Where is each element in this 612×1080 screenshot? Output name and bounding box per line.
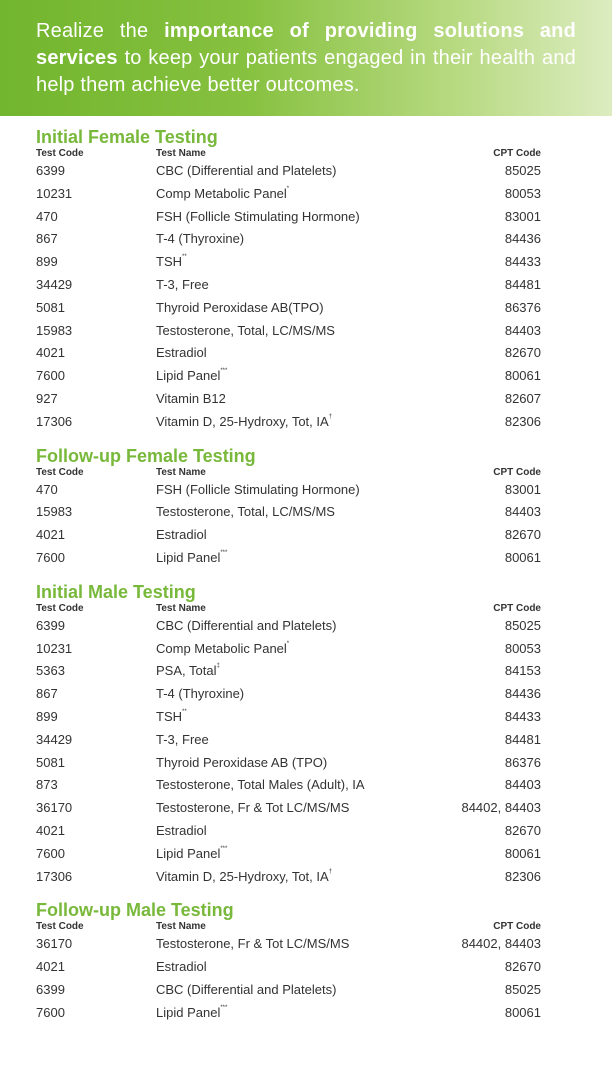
table-row (36, 638, 541, 661)
cpt-code: 84481 (504, 731, 541, 747)
test-section (36, 582, 541, 889)
footnote-marker: *** (220, 1004, 228, 1011)
table-row (36, 729, 541, 752)
test-name: PSA, Total (156, 663, 217, 679)
test-name: FSH (Follicle Stimulating Hormone) (156, 208, 360, 224)
test-code: 867 (36, 231, 58, 247)
table-row (36, 1002, 541, 1025)
cpt-code: 84433 (504, 254, 541, 270)
cpt-code: 82306 (504, 413, 541, 429)
test-name: Thyroid Peroxidase AB(TPO) (156, 299, 324, 315)
cpt-code: 84433 (504, 708, 541, 724)
test-name-cell (156, 843, 381, 866)
test-code: 899 (36, 708, 58, 724)
test-name-cell (156, 501, 381, 524)
table-row (36, 797, 541, 820)
table-row (36, 774, 541, 797)
test-name-cell (156, 660, 381, 683)
test-name-cell (156, 979, 381, 1002)
test-name: FSH (Follicle Stimulating Hormone) (156, 481, 360, 497)
test-name-cell (156, 683, 381, 706)
test-name: CBC (Differential and Platelets) (156, 163, 337, 178)
cpt-code: 84153 (504, 663, 541, 679)
table-row (36, 228, 541, 251)
cpt-code: 85025 (504, 163, 541, 178)
test-name: Testosterone, Total Males (Adult), IA (156, 777, 365, 793)
footnote-marker: ** (182, 254, 187, 261)
table-row (36, 706, 541, 729)
table-row (36, 251, 541, 274)
test-name-cell (156, 547, 381, 570)
banner-text-part2: to keep your patients engaged in their health and help them achieve better outcomes. (36, 47, 576, 96)
test-name-cell (156, 956, 381, 979)
cpt-code: 84403 (504, 777, 541, 793)
footnote-marker: * (286, 185, 290, 192)
test-name: Vitamin D, 25-Hydroxy, Tot, IA (156, 413, 329, 429)
test-name-cell (156, 615, 381, 638)
section-title: Initial Male Testing (36, 581, 196, 602)
test-name: Testosterone, Total, LC/MS/MS (156, 322, 335, 338)
banner-text (36, 18, 576, 99)
test-code: 4021 (36, 527, 65, 543)
test-code: 6399 (36, 617, 65, 633)
test-code: 17306 (36, 413, 73, 429)
test-name-cell (156, 206, 381, 229)
footnote-marker: † (328, 868, 333, 875)
test-code: 5081 (36, 299, 65, 315)
test-name-cell (156, 774, 381, 797)
test-name-cell (156, 183, 381, 206)
table-row (36, 933, 541, 956)
cpt-code: 84403 (504, 504, 541, 520)
table-row (36, 547, 541, 570)
test-name-cell (156, 411, 381, 434)
banner-text-part1: Realize the (36, 20, 165, 42)
test-code: 6399 (36, 981, 65, 997)
table-row (36, 365, 541, 388)
cpt-code: 82306 (504, 868, 541, 884)
test-name: Vitamin D, 25-Hydroxy, Tot, IA (156, 868, 329, 884)
cpt-code: 80061 (504, 845, 541, 861)
footnote-marker: *** (220, 549, 228, 556)
test-name-cell (156, 706, 381, 729)
cpt-code: 84436 (504, 686, 541, 702)
test-code: 10231 (36, 185, 73, 201)
test-name-cell (156, 752, 381, 775)
test-name-cell (156, 524, 381, 547)
cpt-code: 83001 (504, 208, 541, 224)
test-name: Lipid Panel (156, 1004, 221, 1020)
table-row (36, 342, 541, 365)
table-row (36, 752, 541, 775)
test-name: Testosterone, Fr & Tot LC/MS/MS (156, 936, 350, 952)
cpt-code: 83001 (504, 481, 541, 497)
footnote-marker: *** (220, 845, 228, 852)
header-test-name: Test Name (156, 466, 206, 478)
test-code: 927 (36, 390, 58, 406)
test-name: Lipid Panel (156, 549, 221, 565)
cpt-code: 85025 (504, 617, 541, 633)
test-code: 10231 (36, 640, 73, 656)
test-name: Estradiol (156, 822, 207, 838)
test-name-cell (156, 365, 381, 388)
test-name-cell (156, 479, 381, 502)
table-row (36, 479, 541, 502)
cpt-code: 84436 (504, 231, 541, 247)
test-name: Comp Metabolic Panel (156, 640, 287, 656)
test-name: Thyroid Peroxidase AB (TPO) (156, 754, 328, 770)
header-cpt-code: CPT Code (493, 148, 541, 159)
table-row (36, 274, 541, 297)
test-name: Estradiol (156, 345, 207, 361)
test-name: CBC (Differential and Platelets) (156, 981, 337, 997)
table-row (36, 411, 541, 434)
table-row (36, 524, 541, 547)
test-code: 36170 (36, 800, 73, 816)
header-banner (0, 0, 612, 116)
test-code: 470 (36, 208, 58, 224)
test-name-cell (156, 388, 381, 411)
test-name: Lipid Panel (156, 845, 221, 861)
header-test-name: Test Name (156, 921, 206, 933)
test-name: Lipid Panel (156, 368, 221, 384)
test-name-cell (156, 160, 381, 183)
test-name-cell (156, 729, 381, 752)
cpt-code: 86376 (504, 754, 541, 770)
test-code: 873 (36, 777, 58, 793)
test-name-cell (156, 1002, 381, 1025)
test-code: 4021 (36, 822, 65, 838)
test-code: 4021 (36, 959, 65, 975)
test-code: 36170 (36, 936, 73, 952)
section-title: Initial Female Testing (36, 127, 218, 147)
test-code: 5081 (36, 754, 65, 770)
test-code: 15983 (36, 504, 73, 520)
cpt-code: 82670 (504, 345, 541, 361)
test-name: CBC (Differential and Platelets) (156, 617, 337, 633)
test-name: Comp Metabolic Panel (156, 185, 287, 201)
test-name: Testosterone, Total, LC/MS/MS (156, 504, 335, 520)
test-code: 7600 (36, 368, 65, 384)
footnote-marker: ‡ (216, 663, 220, 670)
test-name: Estradiol (156, 527, 207, 543)
cpt-code: 86376 (504, 299, 541, 315)
cpt-code: 82670 (504, 822, 541, 838)
test-name-cell (156, 228, 381, 251)
test-code: 7600 (36, 845, 65, 861)
test-code: 867 (36, 686, 58, 702)
cpt-code: 80061 (504, 1004, 541, 1020)
header-cpt-code: CPT Code (493, 466, 541, 478)
table-row (36, 183, 541, 206)
cpt-code: 80053 (504, 185, 541, 201)
test-code: 34429 (36, 731, 73, 747)
test-name: Estradiol (156, 959, 207, 975)
test-code: 4021 (36, 345, 65, 361)
test-code: 15983 (36, 322, 73, 338)
column-headers (36, 921, 541, 933)
header-test-code: Test Code (36, 602, 84, 614)
cpt-code: 82670 (504, 959, 541, 975)
test-name-cell (156, 797, 381, 820)
test-name-cell (156, 342, 381, 365)
table-row (36, 683, 541, 706)
test-section (36, 127, 541, 434)
table-row (36, 388, 541, 411)
table-row (36, 820, 541, 843)
section-title: Follow-up Female Testing (36, 445, 256, 466)
test-name-cell (156, 820, 381, 843)
cpt-code: 85025 (504, 981, 541, 997)
table-row (36, 660, 541, 683)
test-name: T-4 (Thyroxine) (156, 686, 245, 702)
table-row (36, 615, 541, 638)
table-row (36, 843, 541, 866)
test-name: TSH (156, 708, 182, 724)
cpt-code: 80061 (504, 549, 541, 565)
header-test-name: Test Name (156, 602, 206, 614)
test-name-cell (156, 297, 381, 320)
cpt-code: 80061 (504, 368, 541, 384)
footnote-marker: † (328, 413, 333, 420)
column-headers (36, 467, 541, 479)
table-row (36, 160, 541, 183)
table-row (36, 956, 541, 979)
test-name-cell (156, 320, 381, 343)
cpt-code: 80053 (504, 640, 541, 656)
test-section (36, 900, 541, 1024)
cpt-code: 84402, 84403 (461, 936, 541, 952)
cpt-code: 82670 (504, 527, 541, 543)
test-name-cell (156, 866, 381, 889)
header-test-code: Test Code (36, 148, 84, 159)
test-name: Vitamin B12 (156, 390, 226, 406)
test-name-cell (156, 274, 381, 297)
test-name: T-3, Free (156, 731, 209, 747)
test-code: 7600 (36, 1004, 65, 1020)
test-code: 34429 (36, 276, 73, 292)
banner-text-bold: importance of providing solutions and services (36, 20, 576, 69)
footnote-marker: *** (220, 368, 228, 375)
test-name-cell (156, 933, 381, 956)
test-code: 7600 (36, 549, 65, 565)
footnote-marker: * (286, 640, 290, 647)
table-row (36, 320, 541, 343)
test-section (36, 446, 541, 570)
test-code: 5363 (36, 663, 65, 679)
test-name: TSH (156, 254, 182, 270)
table-row (36, 297, 541, 320)
cpt-code: 84481 (504, 276, 541, 292)
header-test-code: Test Code (36, 921, 84, 933)
table-row (36, 206, 541, 229)
test-name-cell (156, 251, 381, 274)
test-sections (36, 127, 541, 1037)
column-headers (36, 603, 541, 615)
cpt-code: 84403 (504, 322, 541, 338)
header-test-name: Test Name (156, 148, 206, 159)
test-code: 470 (36, 481, 58, 497)
table-row (36, 979, 541, 1002)
header-cpt-code: CPT Code (493, 921, 541, 933)
section-title: Follow-up Male Testing (36, 900, 234, 921)
test-code: 6399 (36, 163, 65, 178)
table-row (36, 866, 541, 889)
cpt-code: 82607 (504, 390, 541, 406)
test-code: 899 (36, 254, 58, 270)
header-test-code: Test Code (36, 466, 84, 478)
column-headers (36, 148, 541, 160)
header-cpt-code: CPT Code (493, 602, 541, 614)
table-row (36, 501, 541, 524)
footnote-marker: ** (182, 708, 187, 715)
test-name: T-4 (Thyroxine) (156, 231, 245, 247)
test-name-cell (156, 638, 381, 661)
test-code: 17306 (36, 868, 73, 884)
cpt-code: 84402, 84403 (461, 800, 541, 816)
test-name: T-3, Free (156, 276, 209, 292)
test-name: Testosterone, Fr & Tot LC/MS/MS (156, 800, 350, 816)
